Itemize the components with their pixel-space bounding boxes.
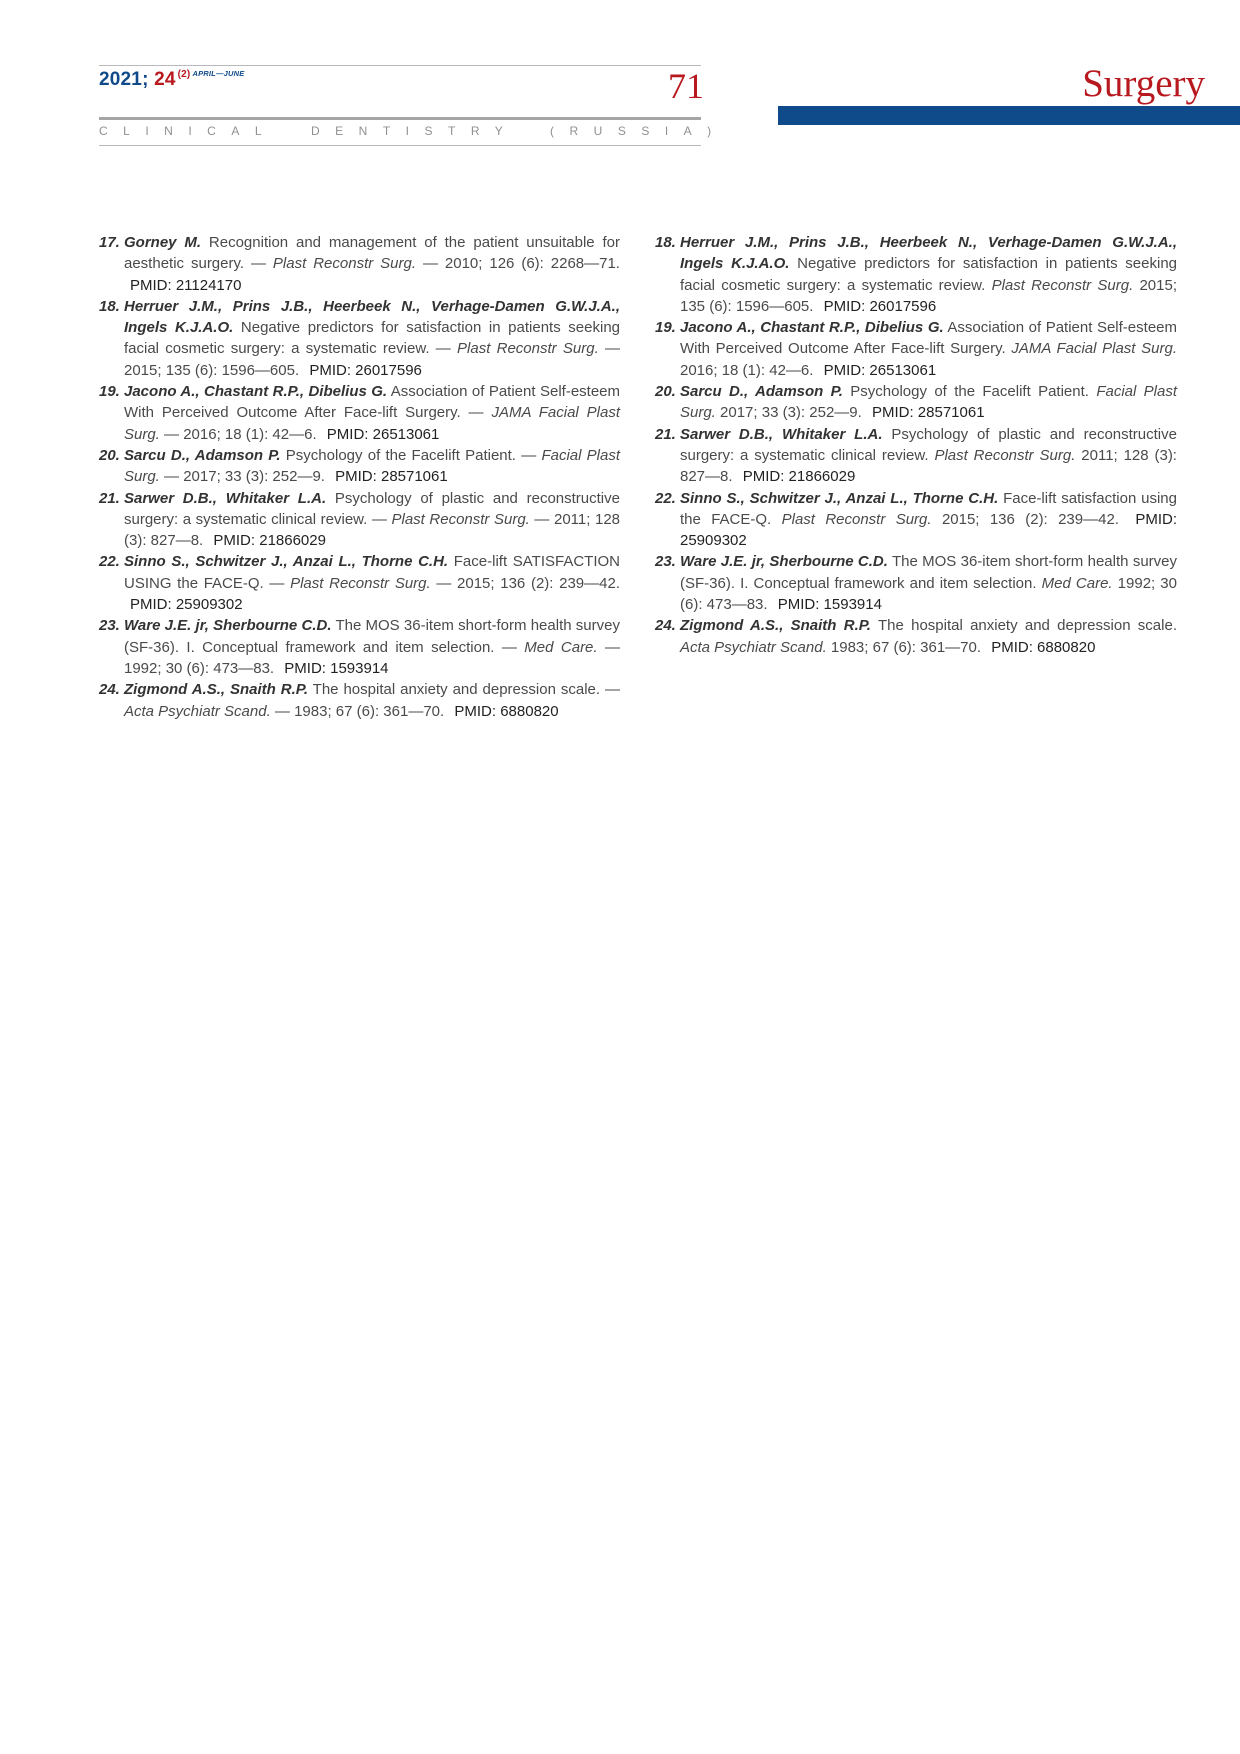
reference-title: Psychology of the Facelift Patient. [850,383,1089,401]
reference-journal: JAMA Facial Plast Surg. [1011,340,1177,358]
reference-pmid: PMID: 6880820 [991,638,1096,656]
reference-details: — 2017; 33 (3): 252—9. [164,468,325,486]
reference-title: Psychology of plastic and reconstructive surgery: a systematic clinical review. — [124,489,620,528]
reference-number: 23. [655,553,676,571]
reference-item [655,488,1177,552]
reference-pmid: PMID: 28571061 [335,468,448,486]
reference-item [99,551,620,615]
journal-word-russia: (RUSSIA) [550,124,727,138]
reference-item [99,381,620,445]
issue-number: (2) [177,69,191,80]
reference-pmid: PMID: 21866029 [742,468,856,486]
reference-item [99,615,620,679]
reference-number: 18. [99,297,120,315]
reference-number: 22. [655,489,676,507]
reference-pmid: PMID: 28571061 [871,404,985,422]
reference-authors: Sinno S., Schwitzer J., Anzai L., Thorne C.H. [124,553,449,571]
reference-details: 2011; 128 (3): 827—8. [680,446,1177,486]
reference-journal: JAMA Facial Plast Surg. [124,404,620,443]
reference-pmid: PMID: 21866029 [213,532,326,550]
header-mid-rule [99,117,701,120]
issue-year: 2021; [99,69,149,90]
reference-number: 18. [655,234,676,251]
reference-title: Psychology of plastic and reconstructive surgery: a systematic clinical review. [680,425,1177,464]
reference-details: 2015; 136 (2): 239—42. [941,510,1119,528]
reference-authors: Zigmond A.S., Snaith R.P. [680,617,871,635]
reference-title: The MOS 36-item short-form health survey (SF-36). I. Conceptual framework and item selection. — [124,617,620,656]
references-column-right [655,232,1177,658]
reference-title: Association of Patient Self-esteem With Perceived Outcome After Face-lift Surgery. [680,319,1177,358]
reference-authors: Jacono A., Chastant R.P., Dibelius G. [680,319,944,337]
header-bottom-rule [99,145,701,146]
reference-details: 2016; 18 (1): 42—6. [680,361,814,379]
reference-pmid: PMID: 1593914 [777,596,882,614]
reference-number: 21. [99,489,120,507]
reference-journal: Facial Plast Surg. [124,446,621,486]
reference-authors: Sarcu D., Adamson P. [680,383,843,401]
reference-title: Face-lift satisfaction using the FACE-Q. [680,489,1177,528]
reference-journal: Plast Reconstr Surg. [781,510,932,528]
reference-journal: Plast Reconstr Surg. [272,255,417,273]
reference-title: Psychology of the Facelift Patient. — [285,446,537,464]
reference-number: 24. [655,617,676,635]
reference-details: — 2016; 18 (1): 42—6. [164,425,317,443]
section-title: Surgery [1082,62,1205,105]
journal-word-dentistry: DENTISTRY [311,124,519,138]
issue-volume: 24 [154,69,176,90]
reference-journal: Med Care. [1041,574,1113,592]
journal-word-clinical: CLINICAL [99,124,278,138]
reference-number: 23. [99,617,120,635]
reference-pmid: PMID: 6880820 [454,702,559,720]
reference-authors: Sinno S., Schwitzer J., Anzai L., Thorne C.H. [680,489,999,507]
issue-info [99,69,244,91]
reference-authors: Sarcu D., Adamson P. [124,446,281,464]
reference-details: 1983; 67 (6): 361—70. [830,638,982,656]
reference-details: — 2011; 128 (3): 827—8. [124,510,621,550]
reference-number: 19. [99,383,120,401]
reference-details: 2015; 135 (6): 1596—605. [680,276,1178,315]
reference-authors: Sarwer D.B., Whitaker L.A. [680,425,883,443]
reference-number: 19. [655,319,676,337]
reference-pmid: PMID: 1593914 [284,659,389,677]
reference-item [99,679,620,722]
reference-title: The hospital anxiety and depression scale. — [312,681,620,699]
reference-journal: Acta Psychiatr Scand. [680,638,827,656]
reference-details: — 1992; 30 (6): 473—83. [124,638,620,677]
reference-item [655,615,1177,658]
reference-item [99,296,620,381]
reference-journal: Acta Psychiatr Scand. [124,702,271,720]
journal-name [99,124,727,140]
reference-number: 20. [99,446,120,464]
reference-authors: Herruer J.M., Prins J.B., Heerbeek N., Verhage-Damen G.W.J.A., Ingels K.J.A.O. [124,297,620,337]
reference-number: 20. [655,383,676,401]
reference-title: Face-lift SATISFACTION USING the FACE-Q. — [124,553,621,592]
reference-journal: Plast Reconstr Surg. [290,574,431,592]
reference-details: — 1983; 67 (6): 361—70. [274,702,445,720]
reference-number: 17. [99,234,120,251]
reference-pmid: PMID: 26513061 [823,361,937,379]
reference-details: — 2015; 135 (6): 1596—605. [124,340,621,379]
reference-item [655,317,1177,381]
reference-pmid: PMID: 26017596 [309,361,422,379]
reference-item [99,488,620,552]
reference-details: — 2010; 126 (6): 2268—71. [422,255,620,273]
reference-authors: Zigmond A.S., Snaith R.P. [124,681,308,699]
reference-pmid: PMID: 25909302 [130,596,243,614]
reference-details: 2017; 33 (3): 252—9. [720,404,862,422]
reference-item [99,445,620,488]
section-color-bar [778,106,1240,125]
reference-item [655,381,1177,424]
reference-journal: Med Care. [524,638,598,656]
reference-title: Association of Patient Self-esteem With Perceived Outcome After Face-lift Surgery. — [124,383,621,422]
reference-journal: Plast Reconstr Surg. [934,446,1076,464]
reference-item [655,232,1177,317]
reference-item [655,424,1177,488]
reference-journal: Facial Plast Surg. [680,383,1178,422]
page-number: 71 [668,66,704,106]
reference-number: 21. [655,425,676,443]
reference-title: Negative predictors for satisfaction in patients seeking facial cosmetic surgery: a systematic review. — [124,319,621,358]
references-column-left [99,232,620,722]
reference-journal: Plast Reconstr Surg. [391,510,530,528]
reference-item [99,232,620,296]
reference-title: Recognition and management of the patient unsuitable for aesthetic surgery. — [124,234,620,273]
reference-authors: Ware J.E. jr, Sherbourne C.D. [680,553,888,571]
reference-pmid: PMID: 25909302 [680,510,1178,550]
reference-title: The hospital anxiety and depression scale. [877,617,1177,635]
reference-journal: Plast Reconstr Surg. [457,340,599,358]
reference-authors: Ware J.E. jr, Sherbourne C.D. [124,617,332,635]
reference-authors: Gorney M. [124,234,202,251]
reference-pmid: PMID: 26017596 [823,297,937,315]
reference-authors: Jacono A., Chastant R.P., Dibelius G. [124,383,388,401]
reference-pmid: PMID: 21124170 [130,276,242,294]
reference-authors: Herruer J.M., Prins J.B., Heerbeek N., Verhage-Damen G.W.J.A., Ingels K.J.A.O. [680,234,1177,273]
reference-details: 1992; 30 (6): 473—83. [680,574,1177,614]
issue-months: APRIL—JUNE [192,69,245,78]
header-top-rule [99,65,701,66]
reference-details: — 2015; 136 (2): 239—42. [436,574,621,592]
reference-journal: Plast Reconstr Surg. [991,276,1134,294]
reference-pmid: PMID: 26513061 [326,425,440,443]
reference-title: Negative predictors for satisfaction in patients seeking facial cosmetic surgery: a systematic review. [680,255,1178,294]
reference-authors: Sarwer D.B., Whitaker L.A. [124,489,327,507]
reference-item [655,551,1177,615]
reference-title: The MOS 36-item short-form health survey (SF-36). I. Conceptual framework and item selection. [680,553,1177,592]
reference-number: 24. [99,681,120,699]
reference-number: 22. [99,553,120,571]
